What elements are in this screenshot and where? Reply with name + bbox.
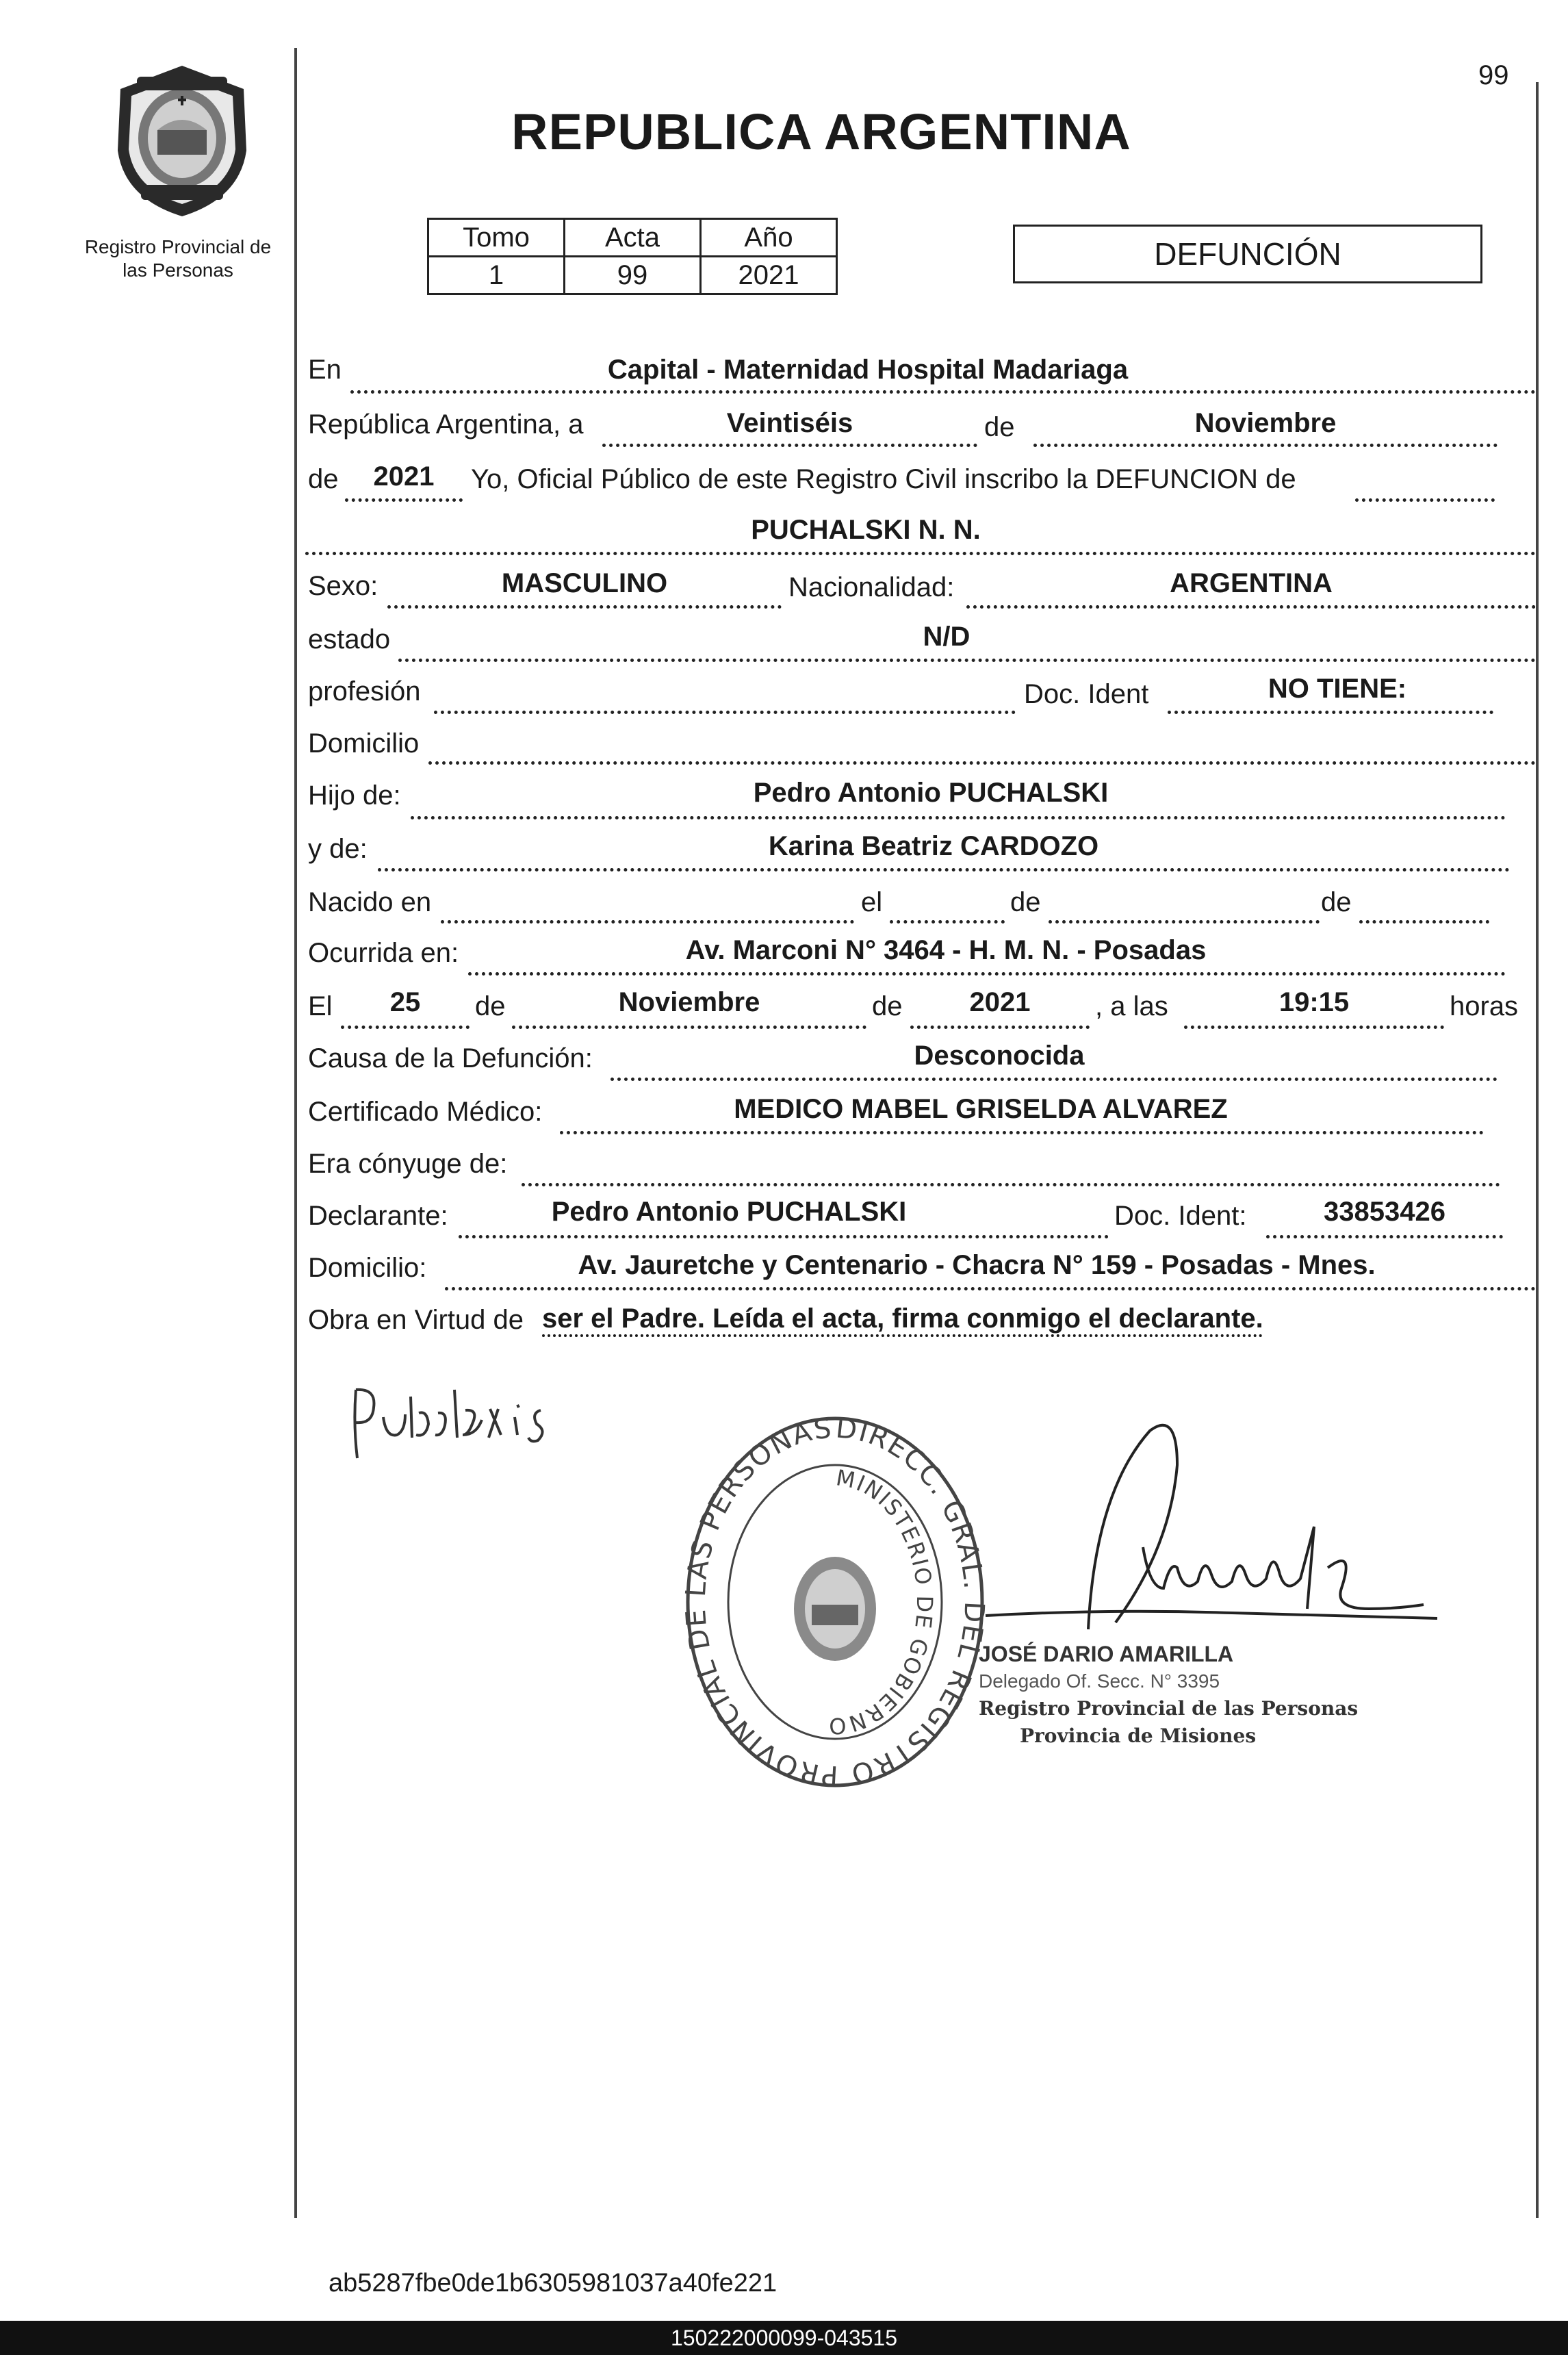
estado-label: estado <box>308 624 391 654</box>
nacido-el-label: el <box>861 887 883 917</box>
estado-value: N/D <box>923 622 971 652</box>
registry-value-tomo: 1 <box>428 257 565 294</box>
logo-caption-line1: Registro Provincial de <box>84 236 272 257</box>
ocurrida-value: Av. Marconi N° 3464 - H. M. N. - Posadas <box>685 935 1207 965</box>
hijo-de-value: Pedro Antonio PUCHALSKI <box>753 778 1109 808</box>
barcode-text: 150222000099-043515 <box>0 2321 1568 2355</box>
causa-value: Desconocida <box>914 1041 1085 1071</box>
fecha-time-value: 19:15 <box>1278 987 1350 1017</box>
en-dotline <box>350 390 1536 394</box>
year-dotline <box>345 498 463 502</box>
nacido-de2-label: de <box>1321 887 1352 917</box>
document-hash: ab5287fbe0de1b6305981037a40fe221 <box>329 2269 777 2297</box>
official-signature-block <box>979 1640 1362 1750</box>
official-province: Provincia de Misiones <box>1020 1724 1257 1747</box>
fecha-de2-label: de <box>872 991 903 1021</box>
doc-ident-dotline <box>1168 711 1493 714</box>
inscribo-dotline <box>1355 498 1495 502</box>
official-office: Registro Provincial de las Personas <box>979 1697 1359 1720</box>
right-margin-line <box>1536 82 1539 2218</box>
nacido-en-label: Nacido en <box>308 887 432 917</box>
fecha-alas-label: , a las <box>1095 991 1168 1021</box>
certificado-value: MEDICO MABEL GRISELDA ALVAREZ <box>734 1094 1228 1124</box>
domicilio-dotline <box>428 761 1536 765</box>
stamp-inner-text: MINISTERIO DE GOBIERNO <box>827 1464 938 1740</box>
left-margin-line <box>294 48 297 2218</box>
month-dotline <box>1033 444 1498 447</box>
doc-ident-label: Doc. Ident <box>1024 679 1149 709</box>
registry-header-acta: Acta <box>565 219 701 257</box>
hijo-de-dotline <box>411 816 1506 819</box>
nacionalidad-dotline <box>966 605 1536 609</box>
domicilio-decl-dotline <box>445 1287 1536 1290</box>
fecha-day-value: 25 <box>389 987 421 1017</box>
day-value: Veintiséis <box>726 408 853 438</box>
registry-value-anio: 2021 <box>701 257 837 294</box>
fecha-year-dotline <box>910 1026 1090 1029</box>
nacionalidad-value: ARGENTINA <box>1170 568 1333 598</box>
fecha-horas-label: horas <box>1450 991 1519 1021</box>
certificado-dotline <box>560 1131 1484 1134</box>
nacionalidad-label: Nacionalidad: <box>788 572 955 602</box>
domicilio-decl-value: Av. Jauretche y Centenario - Chacra N° 159 - Posadas - Mnes. <box>578 1250 1376 1280</box>
y-de-value: Karina Beatriz CARDOZO <box>768 831 1099 861</box>
month-value: Noviembre <box>1194 408 1337 438</box>
sexo-label: Sexo: <box>308 571 378 601</box>
fecha-month-dotline <box>512 1026 866 1029</box>
official-name: JOSÉ DARIO AMARILLA <box>979 1642 1234 1666</box>
obra-value: ser el Padre. Leída el acta, firma conmigo el declarante. <box>542 1303 1263 1334</box>
profesion-dotline <box>434 711 1016 714</box>
ocurrida-dotline <box>468 972 1506 976</box>
declarante-doc-value: 33853426 <box>1324 1197 1445 1227</box>
fecha-el-label: El <box>308 991 333 1021</box>
registry-header-tomo: Tomo <box>428 219 565 257</box>
causa-label: Causa de la Defunción: <box>308 1043 593 1073</box>
sexo-value: MASCULINO <box>501 568 668 598</box>
doc-ident-value: NO TIENE: <box>1268 674 1407 704</box>
fecha-de1-label: de <box>475 991 506 1021</box>
y-de-dotline <box>378 868 1510 871</box>
deceased-dotline <box>305 552 1536 555</box>
y-de-label: y de: <box>308 834 368 864</box>
en-label: En <box>308 355 342 385</box>
deceased-name: PUCHALSKI N. N. <box>751 515 981 545</box>
ocurrida-label: Ocurrida en: <box>308 938 459 968</box>
fecha-day-dotline <box>341 1026 470 1029</box>
declarant-signature <box>342 1369 589 1472</box>
causa-dotline <box>611 1078 1498 1081</box>
registry-header-anio: Año <box>701 219 837 257</box>
page-title: REPUBLICA ARGENTINA <box>511 103 1131 160</box>
nacido-de1-dotline <box>1049 920 1320 924</box>
certificado-label: Certificado Médico: <box>308 1097 543 1127</box>
nacido-el-dotline <box>890 920 1005 924</box>
fecha-time-dotline <box>1184 1026 1444 1029</box>
en-value: Capital - Maternidad Hospital Madariaga <box>607 355 1129 385</box>
domicilio-label: Domicilio <box>308 728 420 759</box>
act-type-box: DEFUNCIÓN <box>1013 225 1482 283</box>
declarante-label: Declarante: <box>308 1201 448 1231</box>
conyuge-dotline <box>522 1183 1500 1186</box>
year-value: 2021 <box>373 461 435 492</box>
hijo-de-label: Hijo de: <box>308 780 401 811</box>
fecha-month-value: Noviembre <box>618 987 760 1017</box>
profesion-label: profesión <box>308 676 421 706</box>
republica-de-label: de <box>984 412 1015 442</box>
fecha-year-value: 2021 <box>969 987 1031 1017</box>
obra-label: Obra en Virtud de <box>308 1305 524 1335</box>
page-number: 99 <box>1478 60 1509 90</box>
declarante-doc-dotline <box>1266 1235 1503 1238</box>
nacido-en-dotline <box>441 920 854 924</box>
conyuge-label: Era cónyuge de: <box>308 1149 508 1179</box>
logo-caption <box>62 236 294 282</box>
declarante-doc-label: Doc. Ident: <box>1114 1201 1247 1231</box>
declarante-value: Pedro Antonio PUCHALSKI <box>551 1197 907 1227</box>
stamp-outer-text: DIRECC. GRAL. DEL REGISTRO PROVINCIAL DE LAS PERSONAS <box>680 1412 990 1792</box>
estado-dotline <box>398 659 1536 662</box>
day-dotline <box>602 444 977 447</box>
official-role: Delegado Of. Secc. N° 3395 <box>979 1670 1220 1692</box>
registry-table <box>427 218 838 295</box>
republica-label: República Argentina, a <box>308 409 584 440</box>
province-of-misiones-emblem-icon <box>110 62 255 220</box>
registry-value-acta: 99 <box>565 257 701 294</box>
inscribo-text: Yo, Oficial Público de este Registro Civil inscribo la DEFUNCION de <box>471 464 1296 494</box>
sexo-dotline <box>387 605 782 609</box>
nacido-de1-label: de <box>1010 887 1041 917</box>
declarante-dotline <box>459 1235 1109 1238</box>
domicilio-decl-label: Domicilio: <box>308 1253 427 1283</box>
year-de-label: de <box>308 464 339 494</box>
nacido-de2-dotline <box>1359 920 1489 924</box>
logo-caption-line2: las Personas <box>123 259 233 281</box>
